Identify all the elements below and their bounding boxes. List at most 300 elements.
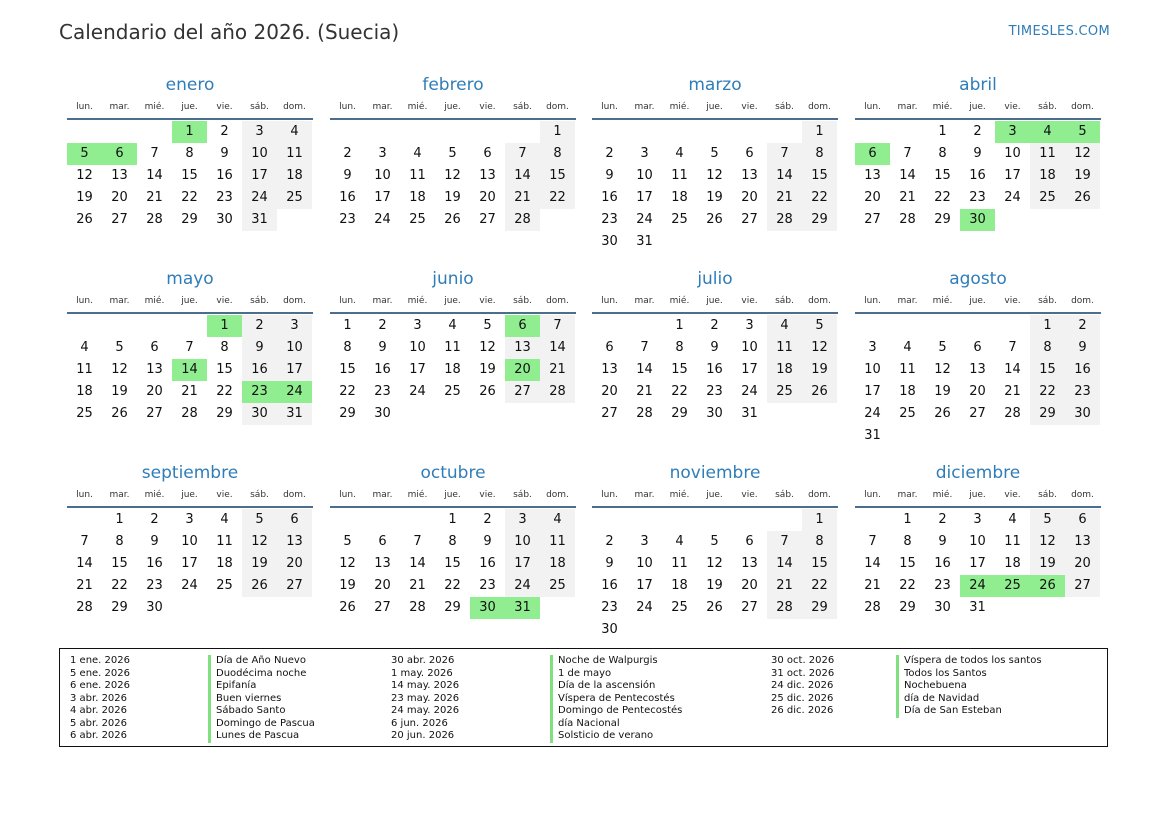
weekday-label: mié. <box>407 490 428 500</box>
day-cell: 13 <box>864 168 881 183</box>
legend-holiday-name: Duodécima noche <box>216 667 307 679</box>
weekday-label: jue. <box>969 296 986 306</box>
weekday-label: vie. <box>216 102 233 112</box>
empty-cell <box>627 121 662 143</box>
day-cell: 27 <box>111 212 128 227</box>
day-cell: 7 <box>413 534 422 549</box>
legend-holiday-name: 1 de mayo <box>558 667 612 679</box>
day-cell: 8 <box>938 146 947 161</box>
day-cell: 24 <box>741 384 758 399</box>
month-name: marzo <box>688 75 742 95</box>
day-cell: 27 <box>601 406 618 421</box>
empty-cell <box>435 121 470 143</box>
weekday-label: lun. <box>864 490 881 500</box>
day-cell: 11 <box>216 534 233 549</box>
day-cell: 28 <box>181 406 198 421</box>
day-cell: 26 <box>444 212 461 227</box>
day-cell: 18 <box>277 165 312 187</box>
weekday-label: dom. <box>808 490 831 500</box>
day-cell: 3 <box>185 512 194 527</box>
site-link[interactable]: TIMESLES.COM <box>1008 24 1110 39</box>
legend-holiday-name: Día de San Esteban <box>904 705 1002 716</box>
day-cell: 22 <box>802 575 837 597</box>
day-cell: 24 <box>374 212 391 227</box>
day-cell: 11 <box>1030 143 1065 165</box>
day-cell: 29 <box>339 406 356 421</box>
day-cell: 11 <box>444 340 461 355</box>
day-cell: 27 <box>741 600 758 615</box>
weekday-label: lun. <box>76 296 93 306</box>
weekday-header <box>67 484 313 508</box>
day-cell: 7 <box>640 340 649 355</box>
day-cell: 23 <box>216 190 233 205</box>
weekday-label: lun. <box>601 102 618 112</box>
empty-cell <box>400 121 435 143</box>
holiday-legend <box>59 648 1108 747</box>
day-cell: 17 <box>864 384 881 399</box>
day-cell: 21 <box>540 359 575 381</box>
day-cell: 22 <box>899 578 916 593</box>
weekday-header <box>330 96 576 120</box>
day-cell: 20 <box>374 578 391 593</box>
day-cell: 17 <box>1004 168 1021 183</box>
day-cell: 20 <box>277 553 312 575</box>
day-cell: 20 <box>601 384 618 399</box>
day-cell: 30 <box>242 403 277 425</box>
day-cell: 9 <box>343 168 352 183</box>
day-cell: 26 <box>1065 187 1100 209</box>
holiday-day: 1 <box>207 315 242 337</box>
day-cell: 7 <box>767 143 802 165</box>
day-cell: 8 <box>220 340 229 355</box>
holiday-day: 6 <box>855 143 890 165</box>
legend-date: 30 oct. 2026 <box>771 655 835 666</box>
month-name: julio <box>697 269 733 289</box>
day-cell: 3 <box>868 340 877 355</box>
day-cell: 18 <box>409 190 426 205</box>
empty-cell <box>505 121 540 143</box>
day-cell: 15 <box>802 165 837 187</box>
day-cell: 15 <box>444 556 461 571</box>
empty-cell <box>627 315 662 337</box>
empty-cell <box>697 121 732 143</box>
day-cell: 12 <box>111 362 128 377</box>
empty-cell <box>960 315 995 337</box>
weekday-label: jue. <box>706 490 723 500</box>
day-cell: 25 <box>540 575 575 597</box>
holiday-day: 26 <box>1030 575 1065 597</box>
day-cell: 12 <box>339 556 356 571</box>
day-cell: 18 <box>216 556 233 571</box>
legend-names-column <box>550 655 738 743</box>
weekday-label: mié. <box>669 102 690 112</box>
day-cell: 1 <box>448 512 457 527</box>
day-cell: 24 <box>1004 190 1021 205</box>
day-cell: 21 <box>181 384 198 399</box>
day-cell: 13 <box>741 168 758 183</box>
day-cell: 12 <box>242 531 277 553</box>
day-cell: 16 <box>1065 359 1100 381</box>
day-cell: 12 <box>76 168 93 183</box>
day-cell: 21 <box>767 575 802 597</box>
day-cell: 11 <box>899 362 916 377</box>
day-cell: 31 <box>741 406 758 421</box>
day-cell: 16 <box>374 362 391 377</box>
day-cell: 15 <box>1030 359 1065 381</box>
day-cell: 10 <box>409 340 426 355</box>
day-cell: 16 <box>969 168 986 183</box>
day-cell: 27 <box>969 406 986 421</box>
day-cell: 23 <box>969 190 986 205</box>
day-cell: 11 <box>277 143 312 165</box>
day-cell: 2 <box>343 146 352 161</box>
day-cell: 19 <box>706 578 723 593</box>
day-cell: 29 <box>111 600 128 615</box>
day-cell: 23 <box>339 212 356 227</box>
day-cell: 28 <box>76 600 93 615</box>
weekday-label: lun. <box>76 102 93 112</box>
weekday-label: mié. <box>932 102 953 112</box>
weekday-header <box>592 290 838 314</box>
month-name: agosto <box>949 269 1007 289</box>
month-name: enero <box>165 75 215 95</box>
day-cell: 3 <box>745 318 754 333</box>
weekday-label: mar. <box>897 490 918 500</box>
day-cell: 16 <box>601 578 618 593</box>
day-cell: 10 <box>969 534 986 549</box>
day-cell: 4 <box>675 534 684 549</box>
day-cell: 3 <box>640 146 649 161</box>
weekday-label: sáb. <box>1038 102 1057 112</box>
weekday-header <box>330 484 576 508</box>
day-cell: 2 <box>973 124 982 139</box>
day-cell: 13 <box>111 168 128 183</box>
weekday-header <box>855 290 1101 314</box>
day-cell: 23 <box>601 600 618 615</box>
day-cell: 28 <box>636 406 653 421</box>
weekday-label: dom. <box>808 296 831 306</box>
day-cell: 30 <box>1065 403 1100 425</box>
day-cell: 24 <box>242 187 277 209</box>
day-cell: 1 <box>938 124 947 139</box>
weekday-label: mar. <box>897 102 918 112</box>
legend-holiday-name: día de Navidad <box>904 692 980 704</box>
holiday-day: 31 <box>505 597 540 619</box>
day-cell: 20 <box>864 190 881 205</box>
day-cell: 14 <box>409 556 426 571</box>
day-cell: 29 <box>1030 403 1065 425</box>
empty-cell <box>627 509 662 531</box>
day-cell: 17 <box>969 556 986 571</box>
legend-holiday-name: Lunes de Pascua <box>216 730 300 741</box>
day-cell: 27 <box>864 212 881 227</box>
day-cell: 26 <box>802 381 837 403</box>
day-cell: 6 <box>378 534 387 549</box>
day-cell: 3 <box>413 318 422 333</box>
empty-cell <box>732 509 767 531</box>
day-cell: 21 <box>1004 384 1021 399</box>
weekday-label: lun. <box>601 490 618 500</box>
day-cell: 4 <box>1008 512 1017 527</box>
day-cell: 16 <box>146 556 163 571</box>
month-septiembre <box>67 462 313 619</box>
day-cell: 9 <box>150 534 159 549</box>
empty-cell <box>330 121 365 143</box>
day-cell: 19 <box>802 359 837 381</box>
weekday-label: sáb. <box>1038 296 1057 306</box>
day-cell: 25 <box>899 406 916 421</box>
weekday-label: mié. <box>669 296 690 306</box>
weekday-label: mié. <box>669 490 690 500</box>
day-cell: 6 <box>745 534 754 549</box>
month-name: abril <box>959 75 997 95</box>
month-name: octubre <box>420 463 486 483</box>
day-cell: 4 <box>220 512 229 527</box>
weekday-label: dom. <box>283 102 306 112</box>
holiday-day: 24 <box>960 575 995 597</box>
weekday-label: sáb. <box>513 296 532 306</box>
weekday-label: dom. <box>283 296 306 306</box>
day-cell: 18 <box>671 190 688 205</box>
day-cell: 20 <box>969 384 986 399</box>
day-cell: 20 <box>1065 553 1100 575</box>
weekday-label: mar. <box>634 296 655 306</box>
day-cell: 22 <box>540 187 575 209</box>
empty-cell <box>102 121 137 143</box>
day-cell: 1 <box>115 512 124 527</box>
day-cell: 15 <box>181 168 198 183</box>
day-cell: 24 <box>636 600 653 615</box>
day-cell: 11 <box>409 168 426 183</box>
empty-cell <box>855 509 890 531</box>
days-grid <box>67 315 313 425</box>
day-cell: 15 <box>671 362 688 377</box>
day-cell: 14 <box>76 556 93 571</box>
holiday-day: 6 <box>102 143 137 165</box>
empty-cell <box>925 315 960 337</box>
empty-cell <box>470 121 505 143</box>
day-cell: 9 <box>1065 337 1100 359</box>
day-cell: 9 <box>938 534 947 549</box>
day-cell: 27 <box>277 575 312 597</box>
legend-holiday-name: Día de la ascensión <box>558 680 656 691</box>
empty-cell <box>890 315 925 337</box>
weekday-header <box>67 96 313 120</box>
day-cell: 5 <box>242 509 277 531</box>
day-cell: 19 <box>339 578 356 593</box>
day-cell: 13 <box>741 556 758 571</box>
holiday-day: 1 <box>172 121 207 143</box>
day-cell: 25 <box>216 578 233 593</box>
weekday-label: dom. <box>1071 296 1094 306</box>
legend-date: 31 oct. 2026 <box>771 667 835 679</box>
day-cell: 18 <box>540 553 575 575</box>
day-cell: 4 <box>767 315 802 337</box>
legend-holiday-name: Nochebuena <box>904 680 967 691</box>
day-cell: 18 <box>76 384 93 399</box>
day-cell: 17 <box>636 578 653 593</box>
day-cell: 13 <box>601 362 618 377</box>
month-noviembre <box>592 462 838 641</box>
day-cell: 19 <box>111 384 128 399</box>
day-cell: 22 <box>216 384 233 399</box>
day-cell: 4 <box>675 146 684 161</box>
day-cell: 19 <box>934 384 951 399</box>
day-cell: 1 <box>903 512 912 527</box>
day-cell: 10 <box>505 531 540 553</box>
day-cell: 10 <box>181 534 198 549</box>
weekday-label: lun. <box>864 296 881 306</box>
month-name: noviembre <box>669 463 761 483</box>
day-cell: 14 <box>636 362 653 377</box>
day-cell: 4 <box>903 340 912 355</box>
day-cell: 15 <box>540 165 575 187</box>
legend-date: 20 jun. 2026 <box>391 730 455 741</box>
day-cell: 16 <box>242 359 277 381</box>
day-cell: 31 <box>969 600 986 615</box>
day-cell: 6 <box>973 340 982 355</box>
day-cell: 25 <box>444 384 461 399</box>
day-cell: 30 <box>934 600 951 615</box>
weekday-label: mié. <box>932 296 953 306</box>
legend-date: 23 may. 2026 <box>391 692 460 704</box>
day-cell: 14 <box>505 165 540 187</box>
weekday-header <box>67 290 313 314</box>
day-cell: 17 <box>277 359 312 381</box>
legend-holiday-name: Día de Año Nuevo <box>216 655 306 666</box>
day-cell: 29 <box>802 209 837 231</box>
day-cell: 21 <box>505 187 540 209</box>
days-grid <box>330 121 576 231</box>
day-cell: 23 <box>479 578 496 593</box>
day-cell: 25 <box>76 406 93 421</box>
day-cell: 20 <box>146 384 163 399</box>
day-cell: 5 <box>710 146 719 161</box>
day-cell: 8 <box>802 531 837 553</box>
day-cell: 30 <box>146 600 163 615</box>
month-abril <box>855 74 1101 231</box>
day-cell: 25 <box>409 212 426 227</box>
weekday-label: vie. <box>741 296 758 306</box>
weekday-label: vie. <box>479 296 496 306</box>
day-cell: 4 <box>80 340 89 355</box>
day-cell: 23 <box>934 578 951 593</box>
day-cell: 23 <box>374 384 391 399</box>
day-cell: 9 <box>973 146 982 161</box>
weekday-label: vie. <box>1004 296 1021 306</box>
weekday-label: lun. <box>601 296 618 306</box>
day-cell: 2 <box>220 124 229 139</box>
legend-date: 3 abr. 2026 <box>70 692 128 704</box>
empty-cell <box>67 315 102 337</box>
day-cell: 9 <box>483 534 492 549</box>
month-name: mayo <box>166 269 214 289</box>
legend-names-column <box>896 655 1084 718</box>
empty-cell <box>855 121 890 143</box>
day-cell: 11 <box>671 168 688 183</box>
legend-date: 1 ene. 2026 <box>70 655 130 666</box>
day-cell: 24 <box>505 575 540 597</box>
day-cell: 10 <box>636 556 653 571</box>
holiday-day: 14 <box>172 359 207 381</box>
day-cell: 2 <box>378 318 387 333</box>
legend-date: 24 dic. 2026 <box>771 680 834 691</box>
weekday-label: mar. <box>634 102 655 112</box>
legend-dates-column <box>391 655 531 743</box>
weekday-label: sáb. <box>775 296 794 306</box>
day-cell: 5 <box>710 534 719 549</box>
empty-cell <box>767 509 802 531</box>
day-cell: 8 <box>802 143 837 165</box>
day-cell: 19 <box>706 190 723 205</box>
day-cell: 22 <box>671 384 688 399</box>
day-cell: 2 <box>150 512 159 527</box>
empty-cell <box>890 121 925 143</box>
legend-holiday-name: Noche de Walpurgis <box>558 655 658 666</box>
day-cell: 26 <box>706 600 723 615</box>
day-cell: 10 <box>864 362 881 377</box>
day-cell: 26 <box>479 384 496 399</box>
empty-cell <box>592 121 627 143</box>
day-cell: 22 <box>1030 381 1065 403</box>
days-grid <box>855 121 1101 231</box>
day-cell: 7 <box>80 534 89 549</box>
day-cell: 17 <box>636 190 653 205</box>
weekday-label: mié. <box>407 102 428 112</box>
day-cell: 21 <box>864 578 881 593</box>
legend-date: 24 may. 2026 <box>391 705 460 716</box>
day-cell: 14 <box>540 337 575 359</box>
empty-cell <box>767 121 802 143</box>
day-cell: 11 <box>1004 534 1021 549</box>
day-cell: 24 <box>636 212 653 227</box>
weekday-label: dom. <box>1071 490 1094 500</box>
day-cell: 16 <box>601 190 618 205</box>
day-cell: 27 <box>1065 575 1100 597</box>
day-cell: 27 <box>479 212 496 227</box>
day-cell: 8 <box>185 146 194 161</box>
day-cell: 18 <box>671 578 688 593</box>
day-cell: 14 <box>1004 362 1021 377</box>
weekday-label: sáb. <box>250 490 269 500</box>
empty-cell <box>137 121 172 143</box>
day-cell: 10 <box>374 168 391 183</box>
day-cell: 22 <box>339 384 356 399</box>
weekday-label: dom. <box>808 102 831 112</box>
day-cell: 21 <box>409 578 426 593</box>
day-cell: 31 <box>864 428 881 443</box>
weekday-header <box>592 484 838 508</box>
weekday-label: jue. <box>181 296 198 306</box>
weekday-header <box>592 96 838 120</box>
day-cell: 6 <box>745 146 754 161</box>
holiday-day: 6 <box>505 315 540 337</box>
day-cell: 30 <box>601 234 618 249</box>
day-cell: 27 <box>146 406 163 421</box>
day-cell: 27 <box>505 381 540 403</box>
day-cell: 15 <box>339 362 356 377</box>
legend-date: 6 jun. 2026 <box>391 717 448 729</box>
day-cell: 21 <box>636 384 653 399</box>
day-cell: 8 <box>343 340 352 355</box>
empty-cell <box>67 509 102 531</box>
legend-holiday-name: Domingo de Pentecostés <box>558 705 683 716</box>
day-cell: 15 <box>934 168 951 183</box>
day-cell: 1 <box>675 318 684 333</box>
weekday-label: lun. <box>339 102 356 112</box>
legend-date: 14 may. 2026 <box>391 680 460 691</box>
day-cell: 4 <box>413 146 422 161</box>
